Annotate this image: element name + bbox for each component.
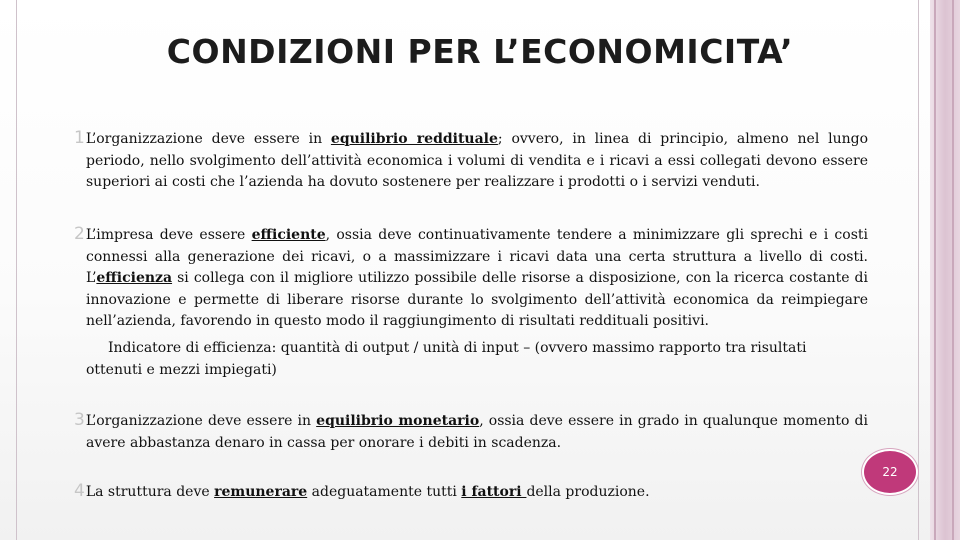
left-border-rule xyxy=(16,0,17,540)
point-text: , ossia deve essere in grado in qualunque momento di avere abbastanza denaro in cassa per onorare i debiti in scadenza. xyxy=(86,413,868,451)
point-text: ; ovvero, in linea di principio, almeno nel lungo periodo, nello svolgimento dell’attività economica i volumi di vendita e i ricavi a essi collegati devono essere superiori ai costi che l’azienda ha dovuto sostenere per realizzare i prodotti o i servizi venduti. xyxy=(86,131,869,190)
decorative-side-line xyxy=(934,0,936,540)
point-text: adeguatamente tutti xyxy=(307,484,462,500)
point-1 xyxy=(74,128,869,194)
point-text: della produzione. xyxy=(526,484,650,500)
underlined-term: equilibrio monetario xyxy=(316,413,480,429)
decorative-side-line xyxy=(952,0,954,540)
point-4 xyxy=(74,481,868,504)
point-2 xyxy=(74,224,868,333)
point-number: 1 xyxy=(74,128,85,148)
point-number: 2 xyxy=(74,224,85,244)
right-border-rule xyxy=(918,0,919,540)
underlined-term: efficiente xyxy=(251,227,326,243)
point-number: 4 xyxy=(74,481,85,501)
page-number-badge: 22 xyxy=(862,449,918,495)
underlined-term: equilibrio reddituale xyxy=(330,131,498,147)
point-text: si collega con il migliore utilizzo possibile delle risorse a disposizione, con la ricerca costante di innovazione e permette di liberare risorse durante lo svolgimento dell’attività economica da reimpiegare nell’azienda, favorendo in questo modo il raggiungimento di risultati reddituali positivi. xyxy=(86,270,868,329)
point-text: L’organizzazione deve essere in xyxy=(85,131,331,147)
underlined-term: efficienza xyxy=(96,270,173,286)
slide-title: CONDIZIONI PER L’ECONOMICITA’ xyxy=(166,32,794,71)
point-3 xyxy=(74,410,868,454)
underlined-term: i fattori xyxy=(461,484,527,500)
point-number: 3 xyxy=(74,410,85,430)
point-text: L’organizzazione deve essere in xyxy=(85,413,317,429)
underlined-term: remunerare xyxy=(214,484,308,500)
point-text: La struttura deve xyxy=(85,484,215,500)
point-text: L’impresa deve essere xyxy=(85,227,252,243)
point-text: , ossia deve continuativamente tendere a minimizzare gli sprechi e i costi connessi alla generazione dei ricavi, o a massimizzare i ricavi data una certa struttura a livello di costi. L’ xyxy=(86,227,868,286)
efficiency-indicator: Indicatore di efficienza: quantità di output / unità di input – (ovvero massimo rapporto tra risultati ottenuti e mezzi impiegati) xyxy=(86,340,807,378)
